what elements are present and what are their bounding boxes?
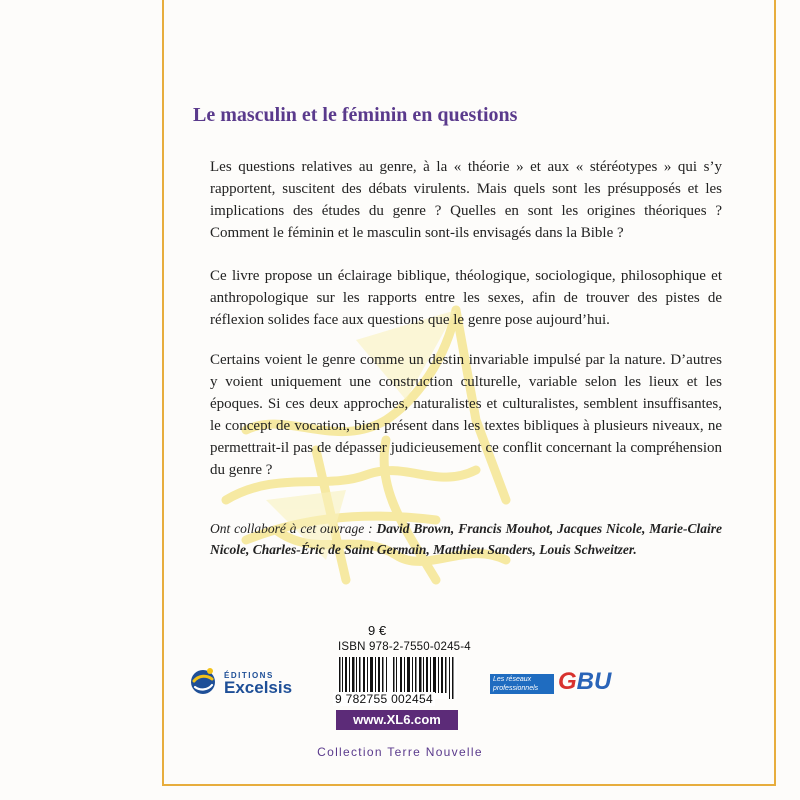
partner-brand [558, 668, 611, 696]
partner-brand-rest: BU [576, 668, 612, 695]
excelsis-e-icon [190, 666, 216, 696]
credits-names: David Brown, Francis Mouhot, Jacques Nicole, Marie-Claire Nicole, Charles-Éric de Saint Germain, Matthieu Sanders, Louis Schweitzer. [210, 521, 722, 557]
publisher-editions: ÉDITIONS [224, 671, 274, 680]
paragraph-3: Certains voient le genre comme un destin invariable impulsé par la nature. D’autres y voient uniquement une construction culturelle, variable selon les lieux et les époques. Si ces deux approches, naturalistes et culturalistes, semblent insuffisantes, le concept de vocation, bien présent dans les textes bibliques à plusieurs niveaux, ne permettrait-il pas de dépasser judicieusement ce conflit concernant la compréhension du genre ? [210, 352, 722, 478]
barcode-number: 9 782755 002454 [335, 692, 433, 706]
isbn: ISBN 978-2-7550-0245-4 [338, 641, 471, 653]
publisher-brand: Excelsis [224, 678, 293, 697]
credits-intro: Ont collaboré à cet ouvrage : [210, 521, 377, 536]
partner-tagline: Les réseaux professionnels [490, 674, 554, 694]
paragraph-2: Ce livre propose un éclairage biblique, théologique, sociologique, philosophique et anthropologique sur les rapports entre les sexes, afin de trouver des pistes de réflexion solides face aux questions que le genre pose aujourd’hui. [210, 268, 722, 328]
price: 9 € [368, 623, 387, 638]
page-title: Le masculin et le féminin en questions [193, 104, 518, 126]
partner-logo [490, 670, 610, 696]
paragraph-1: Les questions relatives au genre, à la « théorie » et aux « stéréotypes » qui s’y rapportent, suscitent des débats virulents. Mais quels sont les présupposés et les implications des études du genre ? Quelles en sont les origines théoriques ? Comment le féminin et le masculin sont-ils envisagés dans la Bible ? [210, 159, 722, 241]
partner-brand-g: G [558, 668, 577, 695]
credits [210, 518, 722, 560]
collection-name: Collection Terre Nouvelle [317, 745, 483, 759]
website-link[interactable]: www.XL6.com [336, 710, 458, 730]
